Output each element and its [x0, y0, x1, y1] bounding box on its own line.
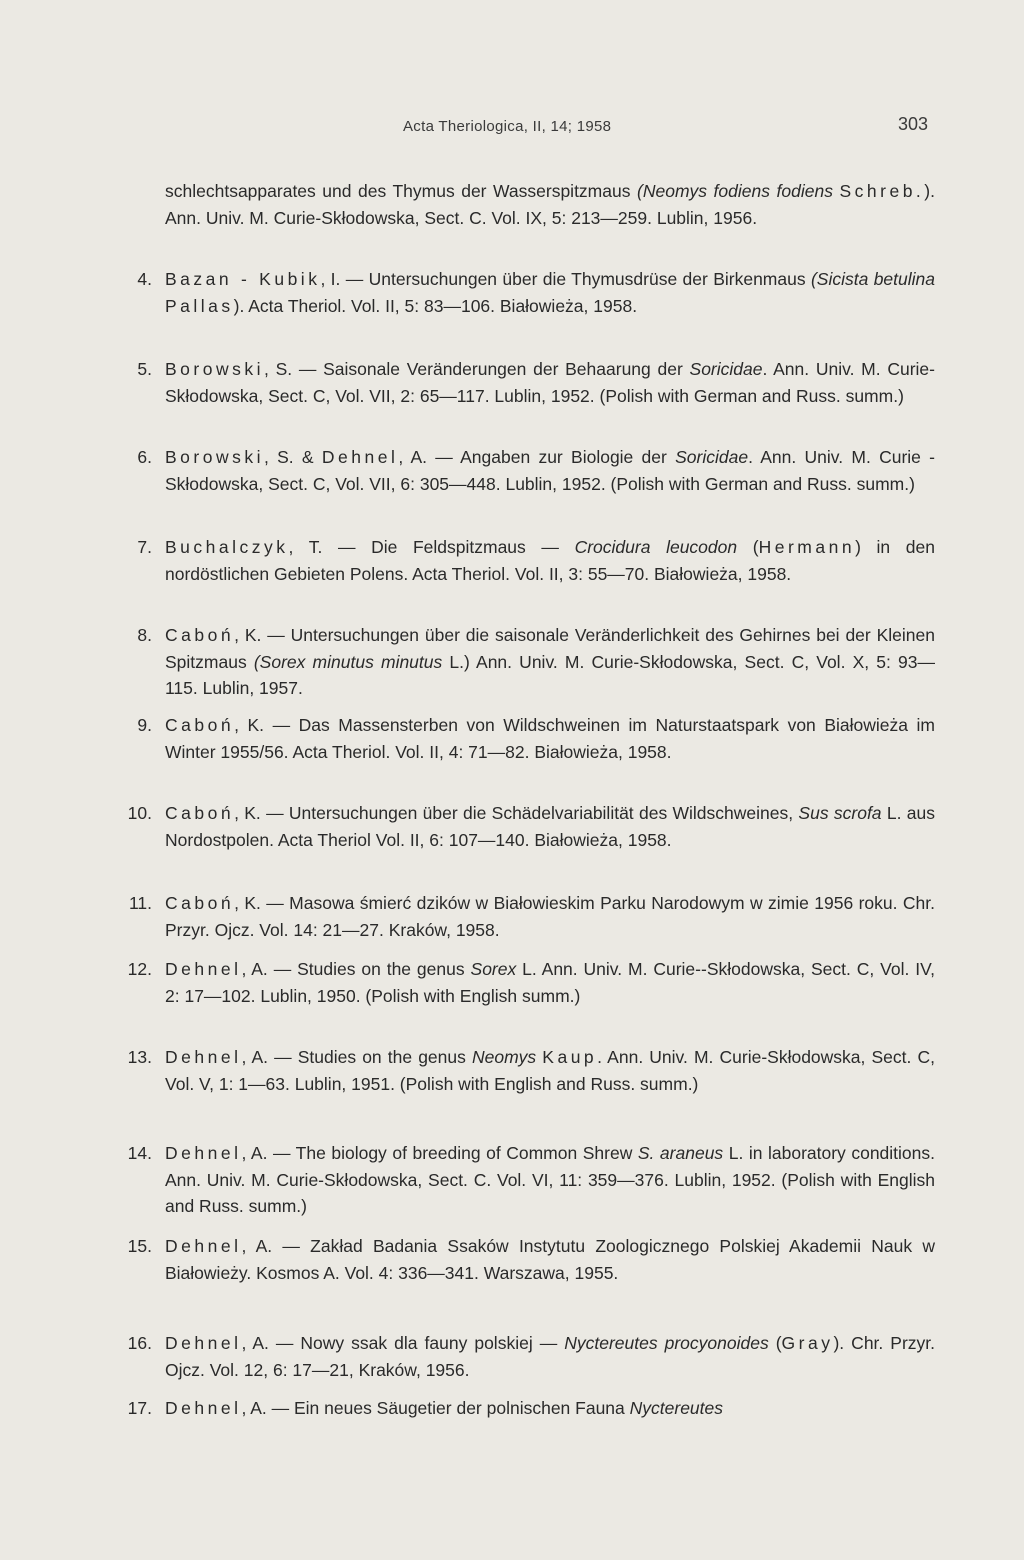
taxon-name: Soricidae: [689, 359, 763, 379]
taxon-name: Neomys: [472, 1047, 537, 1067]
page-number: 303: [898, 114, 929, 134]
reference-number: 16.: [127, 1333, 152, 1353]
reference-text: [165, 1044, 935, 1097]
author-name: Caboń: [165, 625, 235, 645]
running-header: [0, 112, 1024, 142]
reference-fragment: ). Ann. Univ. M. Curie-Skłodowska, Sect. C. Vol. IX, 5: 213—259. Lublin, 1956.: [165, 181, 935, 228]
journal-citation: Acta Theriologica, II, 14; 1958: [403, 118, 612, 135]
reference-fragment: (: [768, 1333, 782, 1353]
author-name: Schreb.: [839, 181, 925, 201]
reference-fragment: (: [737, 537, 759, 557]
reference-fragment: ). Chr. Przyr. Ojcz. Vol. 12, 6: 17—21, Kraków, 1956.: [165, 1333, 936, 1380]
reference-text: [165, 800, 935, 853]
reference-fragment: , K. — Masowa śmierć dzików w Białowieskim Parku Narodowym w zimie 1956 roku. Chr. Przyr. Ojcz. Vol. 14: 21—27. Kraków, 1958.: [165, 893, 935, 940]
taxon-name: Sus scrofa: [798, 803, 882, 823]
reference-text: [165, 534, 935, 587]
author-name: Caboń: [165, 715, 235, 735]
reference-number: 17.: [127, 1398, 152, 1418]
reference-fragment: , A. — Angaben zur Biologie der: [398, 447, 676, 467]
reference-text: [165, 444, 935, 497]
reference-fragment: ). Acta Theriol. Vol. II, 5: 83—106. Białowieża, 1958.: [233, 295, 638, 316]
author-name: Pallas: [165, 295, 234, 316]
taxon-name: (Neomys fodiens fodiens: [637, 181, 833, 201]
reference-fragment: , A. — Ein neues Säugetier der polnischen Fauna: [241, 1398, 630, 1418]
reference-number: 14.: [127, 1143, 152, 1163]
reference-fragment: , K. — Untersuchungen über die saisonale Veränderlichkeit des Gehirnes bei der Kleinen Spitzmaus: [165, 625, 935, 672]
reference-text: [165, 178, 935, 231]
reference-number: 5.: [137, 359, 152, 379]
reference-fragment: . Ann. Univ. M. Curie-Skłodowska, Sect. C, Vol. VII, 2: 65—117. Lublin, 1952. (Polish with German and Russ. summ.): [165, 359, 935, 406]
reference-fragment: , A. — Studies on the genus: [241, 959, 471, 979]
reference-fragment: , S. &: [264, 447, 322, 467]
reference-text: [165, 712, 935, 765]
reference-text: [165, 1330, 935, 1383]
reference-text: [165, 1395, 935, 1422]
reference-fragment: L. Ann. Univ. M. Curie--Skłodowska, Sect. C, Vol. IV, 2: 17—102. Lublin, 1950. (Polish with English summ.): [165, 959, 935, 1006]
author-name: Dehnel: [165, 1047, 242, 1067]
author-name: Borowski: [165, 447, 264, 467]
author-name: Dehnel: [165, 1333, 242, 1353]
author-name: Dehnel: [165, 1398, 242, 1418]
reference-fragment: , T. — Die Feldspitzmaus —: [288, 537, 575, 557]
author-name: Kaup: [542, 1047, 598, 1067]
author-name: Gray: [781, 1333, 834, 1353]
author-name: Buchalczyk: [165, 537, 289, 557]
author-name: Caboń: [165, 803, 235, 823]
taxon-name: Sorex: [470, 959, 517, 979]
author-name: Dehnel: [165, 1143, 242, 1163]
reference-fragment: , I. — Untersuchungen über die Thymusdrüse der Birkenmaus: [320, 269, 811, 289]
reference-fragment: , K. — Das Massensterben von Wildschweinen im Naturstaatspark von Białowieża im Winter 1955/56. Acta Theriol. Vol. II, 4: 71—82. Białowieża, 1958.: [165, 715, 935, 762]
reference-fragment: , S. — Saisonale Veränderungen der Behaarung der: [264, 359, 690, 379]
reference-fragment: schlechtsapparates und des Thymus der Wasserspitzmaus: [165, 181, 638, 201]
taxon-name: (Sorex minutus minutus: [253, 651, 443, 672]
reference-number: 4.: [137, 269, 152, 289]
taxon-name: Soricidae: [675, 447, 749, 467]
reference-fragment: , K. — Untersuchungen über die Schädelvariabilität des Wildschweines,: [234, 803, 799, 823]
reference-fragment: , A. — Nowy ssak dla fauny polskiej —: [241, 1333, 565, 1353]
reference-fragment: L. in laboratory conditions. Ann. Univ. M. Curie-Skłodowska, Sect. C. Vol. VI, 11: 359—376. Lublin, 1952. (Polish with English and Russ. summ.): [165, 1143, 935, 1216]
author-name: Hermann: [758, 537, 856, 557]
reference-text: [165, 356, 935, 409]
reference-number: 13.: [127, 1047, 152, 1067]
reference-text: [165, 266, 935, 319]
reference-fragment: , A. — Zakład Badania Ssaków Instytutu Zoologicznego Polskiej Akademii Nauk w Białowieży. Kosmos A. Vol. 4: 336—341. Warszawa, 1955.: [165, 1236, 935, 1283]
reference-number: 8.: [137, 625, 152, 645]
author-name: Caboń: [165, 893, 235, 913]
taxon-name: Nyctereutes: [629, 1398, 724, 1418]
reference-fragment: . Ann. Univ. M. Curie-Skłodowska, Sect. C, Vol. V, 1: 1—63. Lublin, 1951. (Polish with English and Russ. summ.): [165, 1047, 935, 1094]
reference-fragment: , A. — Studies on the genus: [241, 1047, 472, 1067]
reference-fragment: . Ann. Univ. M. Curie - Skłodowska, Sect. C, Vol. VII, 6: 305—448. Lublin, 1952. (Polish with German and Russ. summ.): [165, 447, 935, 494]
reference-text: [165, 1140, 935, 1220]
reference-fragment: L. aus Nordostpolen. Acta Theriol Vol. II, 6: 107—140. Białowieża, 1958.: [165, 803, 935, 850]
reference-fragment: L.) Ann. Univ. M. Curie-Skłodowska, Sect. C, Vol. X, 5: 93—115. Lublin, 1957.: [165, 651, 935, 698]
reference-number: 12.: [127, 959, 152, 979]
reference-text: [165, 1233, 935, 1286]
taxon-name: S. araneus: [637, 1143, 724, 1163]
reference-number: 10.: [127, 803, 152, 823]
reference-fragment: ) in den nordöstlichen Gebieten Polens. Acta Theriol. Vol. II, 3: 55—70. Białowieża, 1958.: [165, 537, 935, 584]
reference-number: 7.: [137, 537, 152, 557]
author-name: Dehnel: [165, 959, 242, 979]
author-name: Dehnel: [321, 447, 399, 467]
reference-number: 11.: [128, 893, 152, 913]
reference-number: 15.: [127, 1236, 152, 1256]
reference-text: [165, 622, 935, 702]
taxon-name: Nyctereutes procyonoides: [564, 1333, 769, 1353]
reference-text: [165, 956, 935, 1009]
reference-number: 6.: [137, 447, 152, 467]
taxon-name: Crocidura leucodon: [574, 537, 738, 557]
author-name: Dehnel: [165, 1236, 242, 1256]
taxon-name: (Sicista betulina: [810, 269, 936, 289]
reference-text: [165, 890, 935, 943]
author-name: Borowski: [165, 359, 264, 379]
author-name: Bazan - Kubik: [165, 269, 321, 289]
reference-fragment: , A. — The biology of breeding of Common Shrew: [241, 1143, 638, 1163]
reference-number: 9.: [137, 715, 152, 735]
